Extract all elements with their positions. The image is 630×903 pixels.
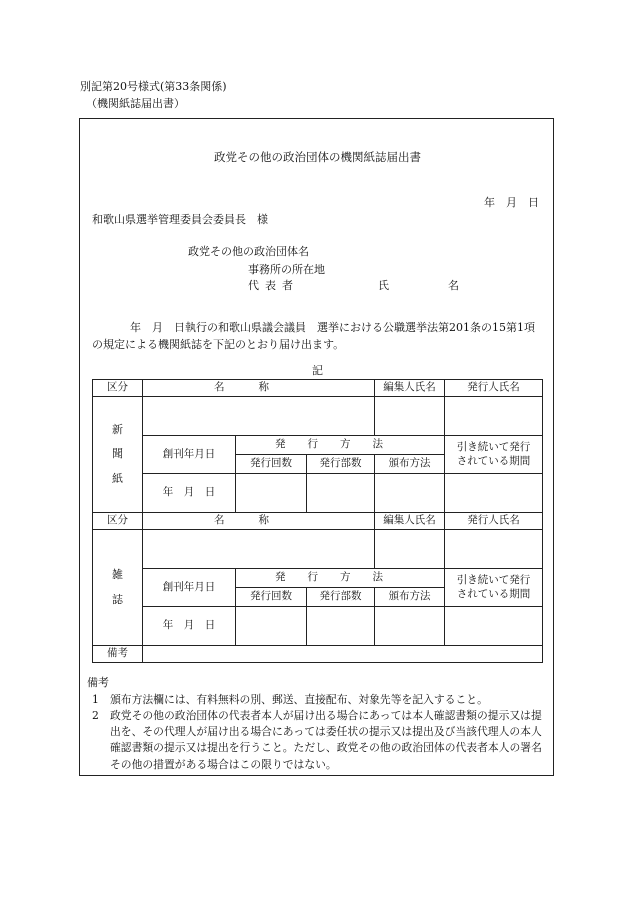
- magazine-issue-count-field[interactable]: [236, 607, 307, 646]
- document-title: 政党その他の政治団体の機関紙誌届出書: [214, 150, 421, 164]
- name-header: 名称: [143, 380, 375, 397]
- magazine-issue-copies-field[interactable]: [307, 607, 375, 646]
- magazine-publisher-field[interactable]: [445, 530, 543, 569]
- form-number: 別記第20号様式(第33条関係): [80, 80, 227, 93]
- office-address-label: 事務所の所在地: [248, 263, 325, 276]
- founding-date-label: 創刊年月日: [143, 436, 236, 474]
- newspaper-publisher-field[interactable]: [445, 397, 543, 436]
- newspaper-issue-count-field[interactable]: [236, 474, 307, 513]
- magazine-founding-date-field[interactable]: 年 月 日: [143, 607, 236, 646]
- issue-method-header: 発行方法: [236, 569, 445, 588]
- remarks-label: 備考: [93, 646, 143, 663]
- distribution-label: 頒布方法: [375, 588, 445, 607]
- representative-label: 代表者: [248, 279, 299, 292]
- newspaper-continuous-period-field[interactable]: [445, 474, 543, 513]
- org-name-label: 政党その他の政治団体名: [188, 245, 309, 258]
- continuous-period-label: 引き続いて発行 されている期間: [445, 436, 543, 474]
- issue-copies-label: 発行部数: [307, 455, 375, 474]
- ki-marker: 記: [312, 364, 323, 377]
- newspaper-label: 新 聞 紙: [93, 397, 143, 513]
- kubun-header: 区分: [93, 380, 143, 397]
- kubun-header: 区分: [93, 513, 143, 530]
- publisher-header: 発行人氏名: [445, 513, 543, 530]
- registration-table: [92, 379, 543, 663]
- continuous-period-label: 引き続いて発行 されている期間: [445, 569, 543, 607]
- name-mei-label: 名: [448, 279, 459, 292]
- newspaper-founding-date-field[interactable]: 年 月 日: [143, 474, 236, 513]
- magazine-name-field[interactable]: [143, 530, 375, 569]
- body-text: 年 月 日執行の和歌山県議会議員 選挙における公職選挙法第201条の15第1項の規定による機関紙誌を下記のとおり届け出ます。: [92, 321, 535, 352]
- date-line: 年 月 日: [484, 196, 539, 209]
- issue-copies-label: 発行部数: [307, 588, 375, 607]
- form-subtitle: （機関紙誌届出書）: [86, 97, 185, 110]
- publisher-header: 発行人氏名: [445, 380, 543, 397]
- issue-method-header: 発行方法: [236, 436, 445, 455]
- notes-title: 備考: [87, 676, 109, 689]
- issue-count-label: 発行回数: [236, 588, 307, 607]
- editor-header: 編集人氏名: [375, 380, 445, 397]
- newspaper-issue-copies-field[interactable]: [307, 474, 375, 513]
- magazine-distribution-field[interactable]: [375, 607, 445, 646]
- note-item: 2 政党その他の政治団体の代表者本人が届け出る場合にあっては本人確認書類の提示又は提出を、その代理人が届け出る場合にあっては委任状の提示又は提出及び当該代理人の本人確認書類の提示又は提出を行うこと。ただし、政党その他の政治団体の代表者本人の署名その他の措置がある場合はこの限りではない。: [92, 709, 542, 771]
- name-header: 名称: [143, 513, 375, 530]
- founding-date-label: 創刊年月日: [143, 569, 236, 607]
- remarks-field[interactable]: [143, 646, 543, 663]
- newspaper-editor-field[interactable]: [375, 397, 445, 436]
- editor-header: 編集人氏名: [375, 513, 445, 530]
- newspaper-name-field[interactable]: [143, 397, 375, 436]
- distribution-label: 頒布方法: [375, 455, 445, 474]
- form-frame: [79, 118, 554, 776]
- magazine-continuous-period-field[interactable]: [445, 607, 543, 646]
- newspaper-distribution-field[interactable]: [375, 474, 445, 513]
- magazine-label: 雑 誌: [93, 530, 143, 646]
- note-item: 1 頒布方法欄には、有料無料の別、郵送、直接配布、対象先等を記入すること。: [92, 693, 488, 706]
- issue-count-label: 発行回数: [236, 455, 307, 474]
- magazine-editor-field[interactable]: [375, 530, 445, 569]
- addressee: 和歌山県選挙管理委員会委員長 様: [92, 213, 268, 226]
- name-shi-label: 氏: [378, 279, 389, 292]
